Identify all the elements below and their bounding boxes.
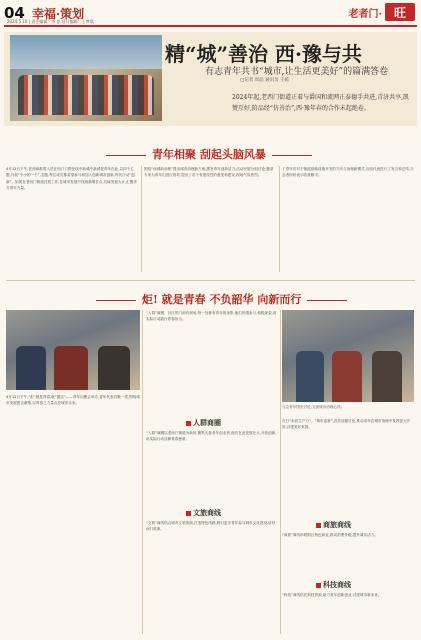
masthead [0,0,421,30]
section-title-2 [90,291,353,307]
header-rule [4,25,417,27]
subsection-title-4: 科技商线 [316,580,351,590]
column-divider [280,310,281,634]
section-divider [6,280,415,281]
section-1-col-3: 了青年们对于街道基础设施开发的方向与治理新模式,各组代表进行了发言和总结,与会者纷纷表示收获颇丰。 [282,167,414,178]
feature-lede: 2024年起,老西门街道正着与爵国和流网正泰德手共进,青济共享,凯赞互好,阶品经“仿善治”,西·豫年春的合作未起绝卷。 [232,94,409,112]
brand-text: 老者门· [348,8,382,20]
section-2-photo-left [6,310,140,390]
brand [349,3,415,21]
subsection-title-2: 文旅商线 [186,508,221,518]
subsection-title-1: 人群商圈 [186,418,221,428]
subsection-text-3: “商旅”商线串联街区特色商业,推动消费升级,提升城市活力。 [282,533,378,537]
subsection-text-4: “科技”商线依托科技资源,助力青年创新创业,共建城市新未来。 [282,593,382,597]
column-divider [142,310,143,634]
section-1-col-2: 围绕“西城新治理”提出城市治理新方案,激发青年创新活力,活动开展分组讨论,邀请专家为青年们进行指导,提出了若干有建设性的意见和建议,现场气氛热烈。 [144,167,274,178]
section-2-col-1: 4月12日下午,“炬”就是青春,就“激活”——青年闪聚会举办,青年代表共聚一堂,围绕城市发展建言献策,以青春之力量点亮城市未来。 [6,395,140,406]
section-title-1 [100,146,318,162]
section-1-col-1: 4月12日下午,老西商都着人员在西门口围在线中新城中新城老青年在此,以四个主题,开展“小小的一个”,名题,每位成员都希望参与和加入创新城市创新,每代行动“创新”。如何在老西门街道开展工作,在城市发展中找到新增长点,共谋发展大计,汇聚多方青年力量。 [6,167,138,191]
section-title-1-text: 青年相聚 刮起头脑风暴 [152,148,266,161]
subsection-text-2: “文旅”商线结合城市文旅资源,打造特色线路,吸引更多青年参与城市文化建设,讲好西门故事。 [146,521,276,532]
column-divider [141,166,142,272]
feature-headline: 精“城”善治 西·豫与共 [165,42,362,66]
column-divider [279,166,280,272]
section-name: 幸福·策划 [32,7,85,21]
photo-caption: 与会青年围坐讨论,交流城市治理心得。 [282,405,345,409]
hero-photo [10,35,162,121]
section-2-col-3: 在日“米质生产力”、“城市更新”,各类话题讨论,推动青年在城市治理中发挥更大作用,共建美好家园。 [282,419,411,430]
feature-byline: □记者 周晶 通讯员 王嫣 [240,78,290,83]
page-number: 04 [4,4,25,22]
subsection-title-3: 商旅商线 [316,520,351,530]
section-2-photo-right [282,310,414,402]
section-title-2-text: 炬! 就是青春 不负韶华 向新而行 [142,293,302,306]
section-2-col-2: “入群”商圈、社区的门前有现场,每一处都有青年的身影,他们热情参与,积极探索,用实际行动践行青春担当。 [146,311,277,322]
subsection-text-1: “入群”商圈以老西门街道为载体,聚集大批青年创业者,他们在此发展壮大,开拓创新,用实际行动诠释青春使命。 [146,431,277,442]
feature-subhead: 有志青年共书“城市,让生活更美好”的篇满答卷 [205,67,389,77]
editor-meta: 2024.5.10 | 责任编辑：李 思 设计编辑：王梦琪 [7,19,94,24]
brand-logo: 旺 [385,3,415,21]
